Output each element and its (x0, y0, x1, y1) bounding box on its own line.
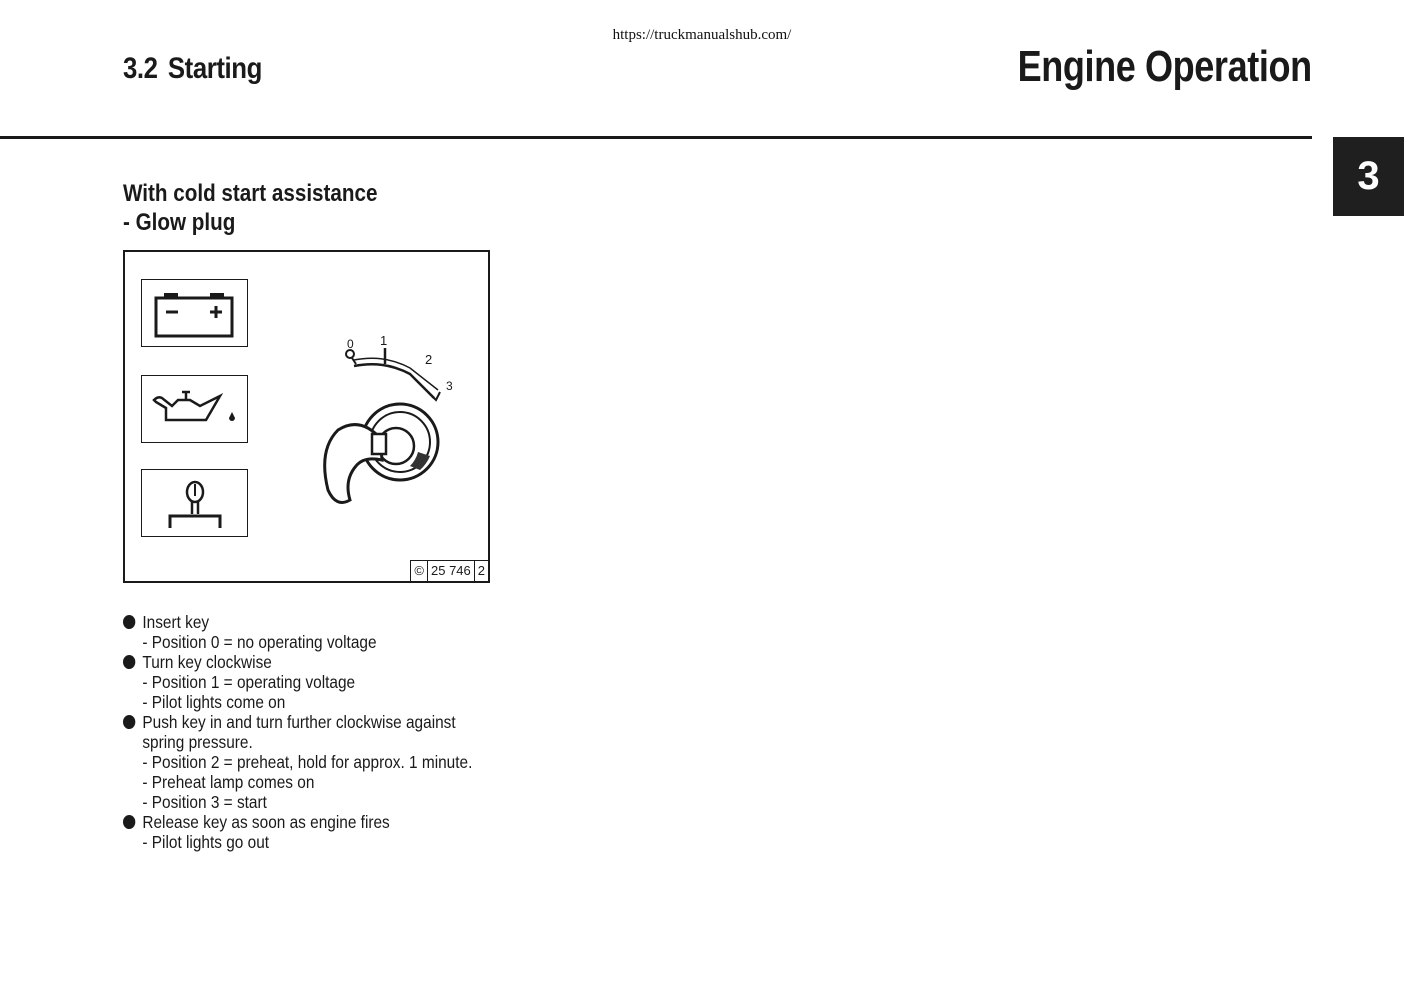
battery-icon (142, 280, 247, 346)
step-detail: - Position 3 = start (142, 792, 267, 812)
section-title: Starting (167, 52, 262, 85)
ignition-figure (123, 250, 490, 583)
step-detail: - Position 2 = preheat, hold for approx. 1 minute. (142, 752, 473, 772)
step-text: Push key in and turn further clockwise against (142, 712, 456, 732)
step-detail: - Position 0 = no operating voltage (142, 632, 377, 652)
position-label-3: 3 (446, 379, 453, 393)
glow-plug-icon-box (141, 469, 248, 537)
source-url[interactable]: https://truckmanualshub.com/ (612, 27, 792, 43)
oil-can-icon (142, 376, 247, 442)
step-detail: - Preheat lamp comes on (142, 772, 315, 792)
bullet-icon (123, 815, 135, 829)
instruction-list (123, 612, 493, 852)
step-text: Release key as soon as engine fires (142, 812, 390, 832)
header-rule (0, 136, 1312, 139)
battery-icon-box (141, 279, 248, 347)
step-detail: - Position 1 = operating voltage (142, 672, 356, 692)
chapter-tab: 3 (1333, 137, 1404, 216)
position-label-2: 2 (425, 352, 433, 367)
figure-copyright: © (411, 561, 428, 581)
step-detail: - Pilot lights go out (142, 832, 270, 852)
list-item (123, 812, 493, 852)
figure-number: 25 746 (428, 561, 475, 581)
bullet-icon (123, 615, 135, 629)
ignition-key-switch-icon (310, 322, 470, 522)
glow-plug-icon (142, 470, 247, 536)
bullet-icon (123, 715, 135, 729)
chapter-title: Engine Operation (1017, 42, 1312, 91)
list-item (123, 652, 493, 712)
subheading-line1: With cold start assistance (123, 180, 378, 207)
section-number: 3.2 (123, 52, 158, 85)
list-item (123, 712, 493, 812)
step-detail: - Pilot lights come on (142, 692, 286, 712)
figure-index: 2 (477, 563, 485, 578)
bullet-icon (123, 655, 135, 669)
section-heading (123, 52, 262, 86)
position-label-1: 1 (380, 333, 388, 348)
step-text: Insert key (142, 612, 210, 632)
step-text: Turn key clockwise (142, 652, 272, 672)
oil-can-icon-box (141, 375, 248, 443)
figure-reference (410, 560, 488, 581)
list-item (123, 612, 493, 652)
position-label-0: 0 (347, 337, 354, 351)
subheading-line2: - Glow plug (123, 209, 236, 236)
step-text-continuation: spring pressure. (142, 732, 253, 752)
